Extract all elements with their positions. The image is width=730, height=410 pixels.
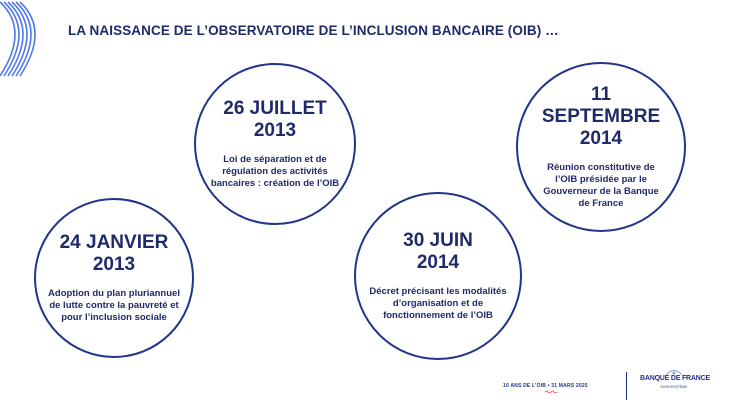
milestone-date: 26 JUILLET	[223, 98, 327, 119]
milestone-month: SEPTEMBRE	[541, 106, 661, 127]
milestone-date: 24 JANVIER	[59, 232, 169, 253]
logo-text: BANQUE DE FRANCE	[640, 375, 710, 382]
milestone-circle-2014-09	[516, 62, 686, 232]
milestone-day: 11	[590, 84, 612, 105]
milestone-year: 2013	[253, 120, 297, 141]
milestone-description: Adoption du plan pluriannuel de lutte contre la pauvreté et pour l’inclusion sociale	[48, 288, 180, 323]
banque-de-france-logo	[640, 368, 708, 402]
milestone-year: 2014	[579, 128, 623, 149]
milestone-year: 2013	[92, 254, 136, 275]
milestone-circle-2013-01	[34, 198, 194, 358]
page-title: LA NAISSANCE DE L’OBSERVATOIRE DE L’INCLUSION BANCAIRE (OIB) …	[68, 23, 559, 38]
logo-emblem-icon	[664, 368, 684, 376]
milestone-year: 2014	[416, 252, 460, 273]
milestone-description: Décret précisant les modalités d’organisation et de fonctionnement de l’OIB	[369, 286, 507, 321]
milestone-description: Loi de séparation et de régulation des activités bancaires : création de l’OIB	[210, 154, 340, 189]
footer-divider	[626, 372, 627, 400]
milestone-circle-2014-06	[354, 192, 522, 360]
milestone-date: 30 JUIN	[403, 230, 473, 251]
milestone-description: Réunion constitutive de l’OIB présidée par le Gouverneur de la Banque de France	[543, 162, 659, 209]
corner-decoration	[0, 0, 60, 80]
squiggle-underline	[545, 390, 557, 393]
milestone-circle-2013-07	[194, 63, 356, 225]
logo-subtitle: EUROSYSTÈME	[660, 385, 688, 389]
footer-event-label: 10 ANS DE L’OIB • 31 MARS 2025	[503, 383, 588, 389]
